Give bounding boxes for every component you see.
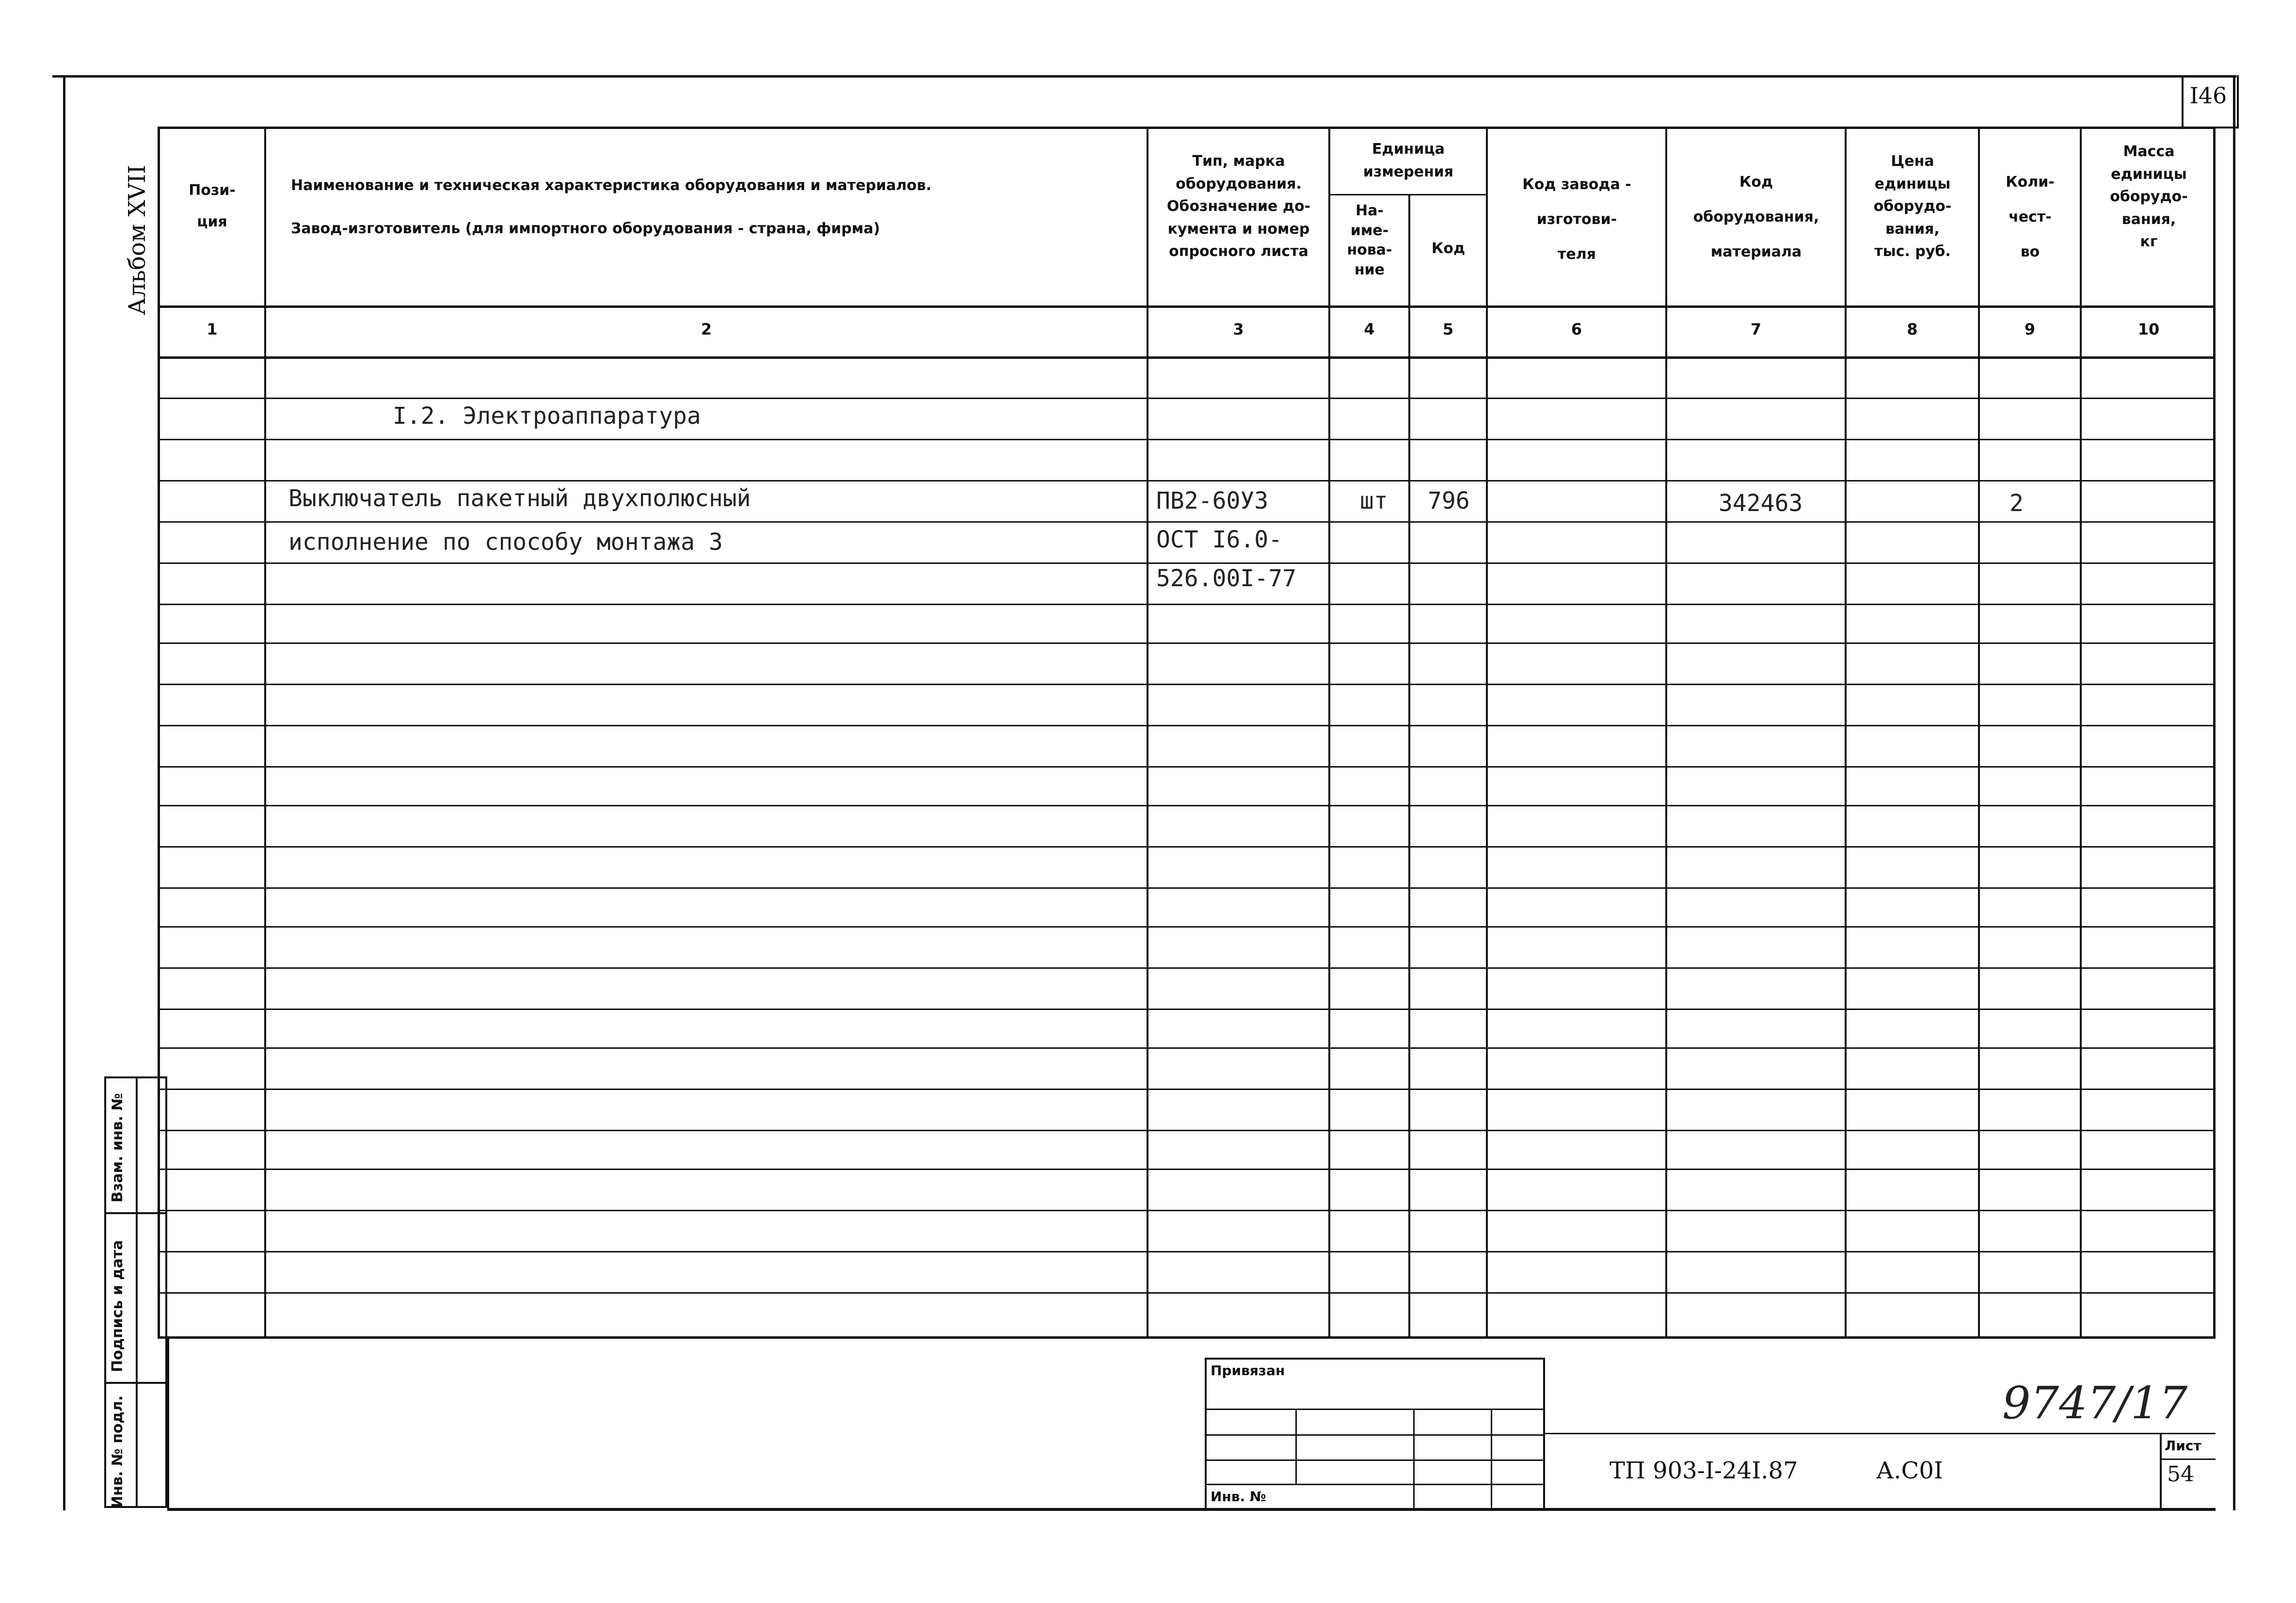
- row-line: [158, 967, 2216, 969]
- column-number: 1: [207, 320, 218, 338]
- col-divider: [1328, 127, 1330, 1339]
- side-stamp-divider: [104, 1212, 167, 1214]
- row-line: [158, 1089, 2216, 1090]
- privyazan-row-line: [1205, 1409, 1544, 1410]
- item-type-line-2: ОСТ I6.0-: [1156, 526, 1283, 553]
- row-line: [158, 1047, 2216, 1049]
- item-name-line-2: исполнение по способу монтажа 3: [288, 529, 723, 556]
- privyazan-top-line: [1205, 1358, 1544, 1360]
- header-factory-code: Код завода - изготови- теля: [1522, 176, 1631, 263]
- document-code: ТП 903-I-24I.87: [1610, 1457, 1798, 1484]
- row-line: [158, 480, 2216, 481]
- item-unit-code: 796: [1428, 487, 1470, 514]
- vzam-label: Взам. инв. №: [109, 1093, 126, 1202]
- frame-top-border: [52, 75, 2236, 78]
- row-line: [158, 1130, 2216, 1131]
- podpis-label: Подпись и дата: [109, 1240, 126, 1372]
- side-stamp-divider: [136, 1076, 138, 1508]
- col-divider: [264, 127, 266, 1339]
- column-number: 8: [1907, 320, 1918, 338]
- item-quantity: 2: [2009, 490, 2024, 517]
- row-line: [158, 642, 2216, 644]
- col-divider: [1486, 127, 1488, 1339]
- header-type: Тип, марка оборудования. Обозначение до- кумента и номер опросного листа: [1166, 153, 1311, 260]
- specification-table: [158, 127, 2216, 1339]
- header-unit-code: Код: [1431, 240, 1466, 257]
- column-number: 6: [1571, 320, 1582, 338]
- header-price: Цена единицы оборудо- вания, тыс. руб.: [1873, 153, 1952, 260]
- row-line: [158, 1169, 2216, 1170]
- inv-no-label: Инв. №: [1211, 1489, 1266, 1505]
- item-name-line-1: Выключатель пакетный двухполюсный: [288, 485, 751, 512]
- privyazan-col-line: [1295, 1409, 1297, 1484]
- header-unit-name: На- име- нова- ние: [1347, 202, 1392, 278]
- row-line: [158, 926, 2216, 928]
- row-line: [158, 1292, 2216, 1294]
- row-line: [158, 604, 2216, 605]
- title-block-left-line: [167, 1339, 169, 1508]
- header-position: Пози- ция: [189, 182, 236, 230]
- row-line: [158, 521, 2216, 523]
- column-number: 5: [1442, 320, 1454, 338]
- item-type-line-1: ПВ2-60УЗ: [1156, 487, 1269, 514]
- sheet-label: Лист: [2165, 1438, 2201, 1454]
- sheet-number: I46: [2189, 82, 2227, 109]
- row-line: [158, 684, 2216, 685]
- item-type-line-3: 526.00I-77: [1156, 565, 1296, 592]
- privyazan-row-line: [1205, 1484, 1544, 1485]
- column-number: 10: [2137, 320, 2160, 338]
- row-line: [158, 725, 2216, 726]
- item-equipment-code: 342463: [1719, 490, 1803, 517]
- row-line: [158, 766, 2216, 768]
- row-line: [158, 1251, 2216, 1252]
- header-quantity: Коли- чест- во: [2006, 174, 2055, 260]
- column-number: 2: [701, 320, 712, 338]
- row-line: [158, 1009, 2216, 1010]
- column-number: 3: [1233, 320, 1244, 338]
- album-label: Альбом XVII: [124, 164, 151, 315]
- column-number: 9: [2024, 320, 2036, 338]
- col-divider: [1978, 127, 1980, 1339]
- header-mass: Масса единицы оборудо- вания, кг: [2110, 143, 2188, 250]
- header-equipment-code: Код оборудования, материала: [1693, 174, 1819, 260]
- row-line: [158, 846, 2216, 848]
- column-number: 7: [1750, 320, 1762, 338]
- privyazan-col-line: [1413, 1409, 1415, 1508]
- frame-right-border: [2233, 75, 2235, 1510]
- sheet-cell-line: [2160, 1433, 2162, 1508]
- header-bottom-line: [158, 305, 2216, 308]
- document-suffix: А.С0I: [1876, 1457, 1943, 1484]
- unit-header-divider: [1328, 194, 1486, 195]
- inv-podl-label: Инв. № подл.: [109, 1395, 126, 1508]
- col-divider: [1147, 127, 1148, 1339]
- privyazan-row-line: [1205, 1434, 1544, 1436]
- sheet-value: 54: [2167, 1462, 2194, 1487]
- frame-left-border: [63, 75, 65, 1510]
- section-title: I.2. Электроаппаратура: [393, 402, 701, 430]
- col-divider: [2080, 127, 2082, 1339]
- item-unit: шт: [1360, 487, 1388, 514]
- handwritten-number: 9747/17: [2002, 1377, 2188, 1429]
- bottom-border: [167, 1508, 2216, 1511]
- column-number: 4: [1364, 320, 1375, 338]
- privyazan-left-line: [1205, 1358, 1207, 1508]
- header-name: Наименование и техническая характеристика оборудования и материалов. Завод-изготовитель (для импортного оборудования - страна, фирма): [291, 177, 932, 237]
- numbers-row-line: [158, 356, 2216, 359]
- side-stamp-divider: [104, 1382, 167, 1384]
- row-line: [158, 398, 2216, 399]
- sheet-cell-divider: [2160, 1459, 2216, 1460]
- doc-code-top-line: [1544, 1433, 2216, 1434]
- row-line: [158, 887, 2216, 889]
- privyazan-label: Привязан: [1211, 1363, 1285, 1379]
- col-divider: [1845, 127, 1847, 1339]
- row-line: [158, 805, 2216, 806]
- privyazan-row-line: [1205, 1459, 1544, 1461]
- privyazan-col-line: [1491, 1409, 1492, 1508]
- col-divider: [1665, 127, 1667, 1339]
- row-line: [158, 562, 2216, 564]
- row-line: [158, 1210, 2216, 1211]
- header-unit: Единица измерения: [1363, 141, 1454, 180]
- row-line: [158, 439, 2216, 440]
